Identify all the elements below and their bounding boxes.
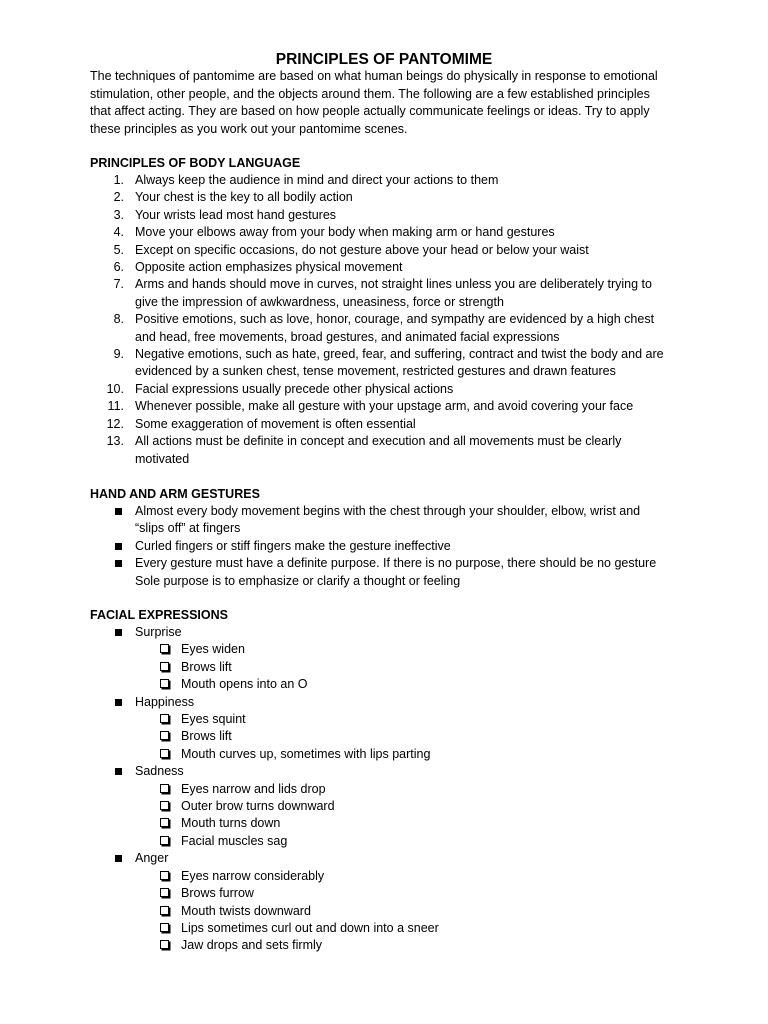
expression-sub-item (0, 641, 768, 658)
list-item-line: Except on specific occasions, do not gesture above your head or below your waist (135, 242, 589, 257)
square-bullet-icon (115, 768, 122, 775)
checkbox-bullet-icon (160, 906, 169, 915)
list-number: 8. (113, 312, 124, 327)
expression-sub-item (0, 833, 768, 850)
list-item-line: Curled fingers or stiff fingers make the gesture ineffective (135, 538, 451, 553)
sub-item-text: Facial muscles sag (181, 833, 288, 848)
list-number: 9. (113, 347, 124, 362)
checkbox-bullet-icon (160, 871, 169, 880)
numbered-list-item (0, 311, 768, 346)
list-item-line: “slips off” at fingers (135, 521, 241, 536)
numbered-list-item (0, 189, 768, 206)
checkbox-bullet-icon (160, 888, 169, 897)
expression-label: Anger (135, 851, 169, 866)
list-number: 4. (113, 225, 124, 240)
list-item-line: and head, free movements, broad gestures, and animated facial expressions (135, 329, 560, 344)
expression-sub-item (0, 781, 768, 798)
intro-line: these principles as you work out your pantomime scenes. (90, 121, 408, 136)
numbered-list-item (0, 416, 768, 433)
checkbox-bullet-icon (160, 836, 169, 845)
expression-sub-item (0, 728, 768, 745)
list-item-line: Sole purpose is to emphasize or clarify a thought or feeling (135, 573, 461, 588)
list-item-line: Opposite action emphasizes physical movement (135, 260, 403, 275)
numbered-list-item (0, 433, 768, 468)
list-number: 12. (106, 416, 124, 431)
numbered-list-item (0, 346, 768, 381)
numbered-list-item (0, 207, 768, 224)
checkbox-bullet-icon (160, 644, 169, 653)
list-item-line: Every gesture must have a definite purpose. If there is no purpose, there should be no gesture (135, 556, 657, 571)
square-bullet-icon (115, 629, 122, 636)
square-bullet-icon (115, 543, 122, 550)
intro-line: that affect acting. They are based on how people actually communicate feelings or ideas. Try to apply (90, 104, 650, 118)
expression-sub-item (0, 937, 768, 954)
expression-sub-item (0, 920, 768, 937)
numbered-list-item (0, 398, 768, 415)
sub-item-text: Eyes widen (181, 642, 245, 657)
list-item-line: evidenced by a sunken chest, tense movement, restricted gestures and drawn features (135, 364, 616, 379)
sub-item-text: Mouth turns down (181, 816, 281, 831)
expression-label: Happiness (135, 694, 195, 709)
checkbox-bullet-icon (160, 801, 169, 810)
sub-item-text: Brows furrow (181, 886, 254, 901)
square-bullet-icon (115, 855, 122, 862)
expression-sub-item (0, 815, 768, 832)
checkbox-bullet-icon (160, 784, 169, 793)
list-item-line: Arms and hands should move in curves, not straight lines unless you are deliberately trying to (135, 277, 652, 292)
checkbox-bullet-icon (160, 662, 169, 671)
sub-item-text: Lips sometimes curl out and down into a sneer (181, 920, 439, 935)
sub-item-text: Mouth opens into an O (181, 677, 308, 692)
expression-sub-item (0, 676, 768, 693)
list-item-line: Some exaggeration of movement is often essential (135, 416, 416, 431)
expression-label: Surprise (135, 625, 182, 639)
bullet-list-item (0, 538, 768, 555)
hand-arm-list (0, 503, 768, 590)
checkbox-bullet-icon (160, 749, 169, 758)
list-item-line: Whenever possible, make all gesture with your upstage arm, and avoid covering your face (135, 399, 634, 414)
intro-line: The techniques of pantomime are based on what human beings do physically in response to emotional (90, 69, 658, 83)
sub-item-text: Brows lift (181, 659, 232, 674)
expression-sub-item (0, 868, 768, 885)
list-number: 3. (113, 207, 124, 222)
checkbox-bullet-icon (160, 818, 169, 827)
page-title: PRINCIPLES OF PANTOMIME (275, 51, 493, 68)
checkbox-bullet-icon (160, 731, 169, 740)
sub-item-text: Jaw drops and sets firmly (181, 938, 323, 953)
expression-sub-item (0, 798, 768, 815)
sub-item-text: Mouth twists downward (181, 903, 311, 918)
checkbox-bullet-icon (160, 940, 169, 949)
list-number: 1. (113, 173, 124, 187)
list-item-line: Your wrists lead most hand gestures (135, 207, 337, 222)
sub-item-text: Outer brow turns downward (181, 799, 335, 814)
list-number: 5. (113, 242, 124, 257)
list-number: 11. (107, 399, 124, 414)
list-number: 7. (113, 277, 124, 292)
sub-item-text: Mouth curves up, sometimes with lips parting (181, 746, 431, 761)
list-item-line: All actions must be definite in concept and execution and all movements must be clearly (135, 434, 622, 449)
list-item-line: Always keep the audience in mind and direct your actions to them (135, 173, 499, 187)
list-item-line: give the impression of awkwardness, uneasiness, force or strength (135, 294, 504, 309)
expression-group (0, 763, 768, 780)
square-bullet-icon (115, 560, 122, 567)
heading-body-language: PRINCIPLES OF BODY LANGUAGE (90, 156, 301, 170)
checkbox-bullet-icon (160, 714, 169, 723)
sub-item-text: Eyes narrow considerably (181, 868, 325, 883)
expression-sub-item (0, 903, 768, 920)
sub-item-text: Eyes narrow and lids drop (181, 781, 326, 796)
square-bullet-icon (115, 508, 122, 515)
numbered-list-item (0, 242, 768, 259)
list-item-line: motivated (135, 451, 190, 466)
list-number: 6. (113, 260, 124, 275)
list-item-line: Facial expressions usually precede other physical actions (135, 381, 454, 396)
list-item-line: Move your elbows away from your body when making arm or hand gestures (135, 225, 555, 240)
expression-group (0, 850, 768, 867)
expression-sub-item (0, 746, 768, 763)
body-language-list (0, 172, 768, 468)
list-item-line: Negative emotions, such as hate, greed, fear, and suffering, contract and twist the body and are (135, 347, 664, 362)
bullet-list-item (0, 555, 768, 590)
expression-sub-item (0, 885, 768, 902)
facial-expressions-list (0, 624, 768, 955)
list-item-line: Your chest is the key to all bodily action (135, 190, 353, 205)
expression-group (0, 694, 768, 711)
checkbox-bullet-icon (160, 923, 169, 932)
list-number: 10. (106, 381, 124, 396)
numbered-list-item (0, 224, 768, 241)
numbered-list-item (0, 172, 768, 189)
square-bullet-icon (115, 699, 122, 706)
intro-line: stimulation, other people, and the objects around them. The following are a few established principles (90, 86, 650, 101)
expression-group (0, 624, 768, 641)
numbered-list-item (0, 276, 768, 311)
heading-hand-arm-gestures: HAND AND ARM GESTURES (90, 487, 260, 501)
numbered-list-item (0, 259, 768, 276)
expression-label: Sadness (135, 764, 184, 779)
list-number: 2. (113, 190, 124, 205)
bullet-list-item (0, 503, 768, 538)
numbered-list-item (0, 381, 768, 398)
list-item-line: Positive emotions, such as love, honor, courage, and sympathy are evidenced by a high chest (135, 312, 655, 327)
heading-facial-expressions: FACIAL EXPRESSIONS (90, 608, 228, 622)
expression-sub-item (0, 711, 768, 728)
expression-sub-item (0, 659, 768, 676)
sub-item-text: Eyes squint (181, 712, 246, 727)
list-item-line: Almost every body movement begins with the chest through your shoulder, elbow, wrist and (135, 504, 641, 518)
intro-paragraph (90, 68, 690, 138)
list-number: 13. (106, 434, 124, 449)
checkbox-bullet-icon (160, 679, 169, 688)
sub-item-text: Brows lift (181, 729, 232, 744)
